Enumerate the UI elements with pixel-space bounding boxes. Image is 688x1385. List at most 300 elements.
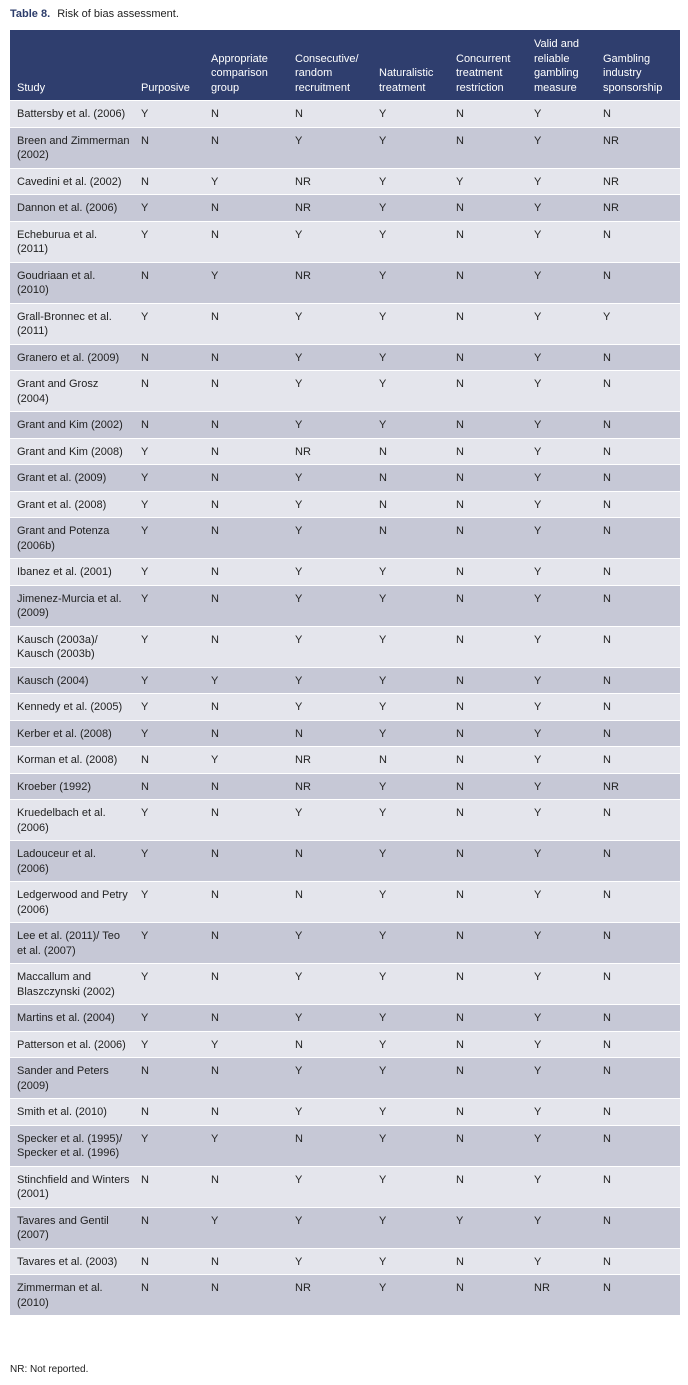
- rating-cell: Y: [527, 262, 596, 303]
- rating-cell: N: [204, 1058, 288, 1099]
- study-cell: Grant and Grosz (2004): [10, 371, 134, 412]
- study-cell: Ladouceur et al. (2006): [10, 841, 134, 882]
- rating-cell: Y: [134, 518, 204, 559]
- rating-cell: N: [449, 1031, 527, 1058]
- rating-cell: Y: [527, 1248, 596, 1275]
- rating-cell: Y: [372, 1031, 449, 1058]
- table-row: [10, 1166, 680, 1207]
- rating-cell: N: [596, 694, 680, 721]
- rating-cell: N: [204, 303, 288, 344]
- rating-cell: Y: [288, 1166, 372, 1207]
- rating-cell: N: [204, 344, 288, 371]
- rating-cell: N: [134, 262, 204, 303]
- rating-cell: Y: [134, 559, 204, 586]
- rating-cell: Y: [527, 841, 596, 882]
- rating-cell: Y: [134, 491, 204, 518]
- rating-cell: Y: [134, 667, 204, 694]
- table-row: [10, 491, 680, 518]
- table-caption-text: Risk of bias assessment.: [57, 8, 179, 20]
- table-row: [10, 773, 680, 800]
- rating-cell: N: [372, 438, 449, 465]
- rating-cell: N: [204, 694, 288, 721]
- rating-cell: Y: [372, 1005, 449, 1032]
- table-row: [10, 1125, 680, 1166]
- rating-cell: Y: [288, 694, 372, 721]
- rating-cell: N: [134, 773, 204, 800]
- rating-cell: N: [449, 882, 527, 923]
- rating-cell: N: [204, 412, 288, 439]
- rating-cell: Y: [527, 882, 596, 923]
- study-cell: Sander and Peters (2009): [10, 1058, 134, 1099]
- rating-cell: N: [134, 127, 204, 168]
- rating-cell: N: [204, 800, 288, 841]
- rating-cell: Y: [372, 882, 449, 923]
- rating-cell: N: [449, 964, 527, 1005]
- rating-cell: N: [596, 465, 680, 492]
- study-cell: Ledgerwood and Petry (2006): [10, 882, 134, 923]
- table-row: [10, 1031, 680, 1058]
- table-row: [10, 882, 680, 923]
- rating-cell: N: [449, 1275, 527, 1316]
- rating-cell: N: [204, 371, 288, 412]
- rating-cell: N: [449, 491, 527, 518]
- rating-cell: Y: [527, 585, 596, 626]
- rating-cell: Y: [204, 667, 288, 694]
- rating-cell: Y: [372, 412, 449, 439]
- rating-cell: Y: [134, 465, 204, 492]
- rating-cell: N: [449, 262, 527, 303]
- rating-cell: N: [134, 1248, 204, 1275]
- rating-cell: N: [134, 371, 204, 412]
- table-row: [10, 667, 680, 694]
- rating-cell: N: [204, 923, 288, 964]
- table-row: [10, 747, 680, 774]
- rating-cell: N: [449, 1099, 527, 1126]
- study-cell: Stinchfield and Winters (2001): [10, 1166, 134, 1207]
- study-cell: Patterson et al. (2006): [10, 1031, 134, 1058]
- study-cell: Maccallum and Blaszczynski (2002): [10, 964, 134, 1005]
- study-cell: Cavedini et al. (2002): [10, 168, 134, 195]
- rating-cell: Y: [288, 303, 372, 344]
- rating-cell: Y: [527, 1005, 596, 1032]
- rating-cell: Y: [288, 559, 372, 586]
- rating-cell: Y: [527, 1058, 596, 1099]
- rating-cell: Y: [527, 559, 596, 586]
- rating-cell: Y: [288, 1248, 372, 1275]
- rating-cell: N: [449, 626, 527, 667]
- rating-cell: Y: [288, 923, 372, 964]
- rating-cell: Y: [372, 195, 449, 222]
- rating-cell: N: [288, 1125, 372, 1166]
- rating-cell: N: [449, 720, 527, 747]
- rating-cell: NR: [288, 262, 372, 303]
- rating-cell: NR: [596, 773, 680, 800]
- table-body: [10, 101, 680, 1316]
- rating-cell: N: [134, 747, 204, 774]
- rating-cell: NR: [527, 1275, 596, 1316]
- column-header: Naturalistic treatment: [379, 67, 434, 94]
- rating-cell: NR: [288, 1275, 372, 1316]
- rating-cell: Y: [134, 882, 204, 923]
- rating-cell: N: [134, 1099, 204, 1126]
- rating-cell: Y: [527, 1207, 596, 1248]
- table-row: [10, 465, 680, 492]
- table-row: [10, 694, 680, 721]
- rating-cell: Y: [372, 1275, 449, 1316]
- rating-cell: N: [204, 1005, 288, 1032]
- study-cell: Kennedy et al. (2005): [10, 694, 134, 721]
- rating-cell: Y: [372, 1099, 449, 1126]
- table-caption: [10, 7, 179, 21]
- study-cell: Echeburua et al. (2011): [10, 221, 134, 262]
- table-row: [10, 438, 680, 465]
- study-cell: Grall-Bronnec et al. (2011): [10, 303, 134, 344]
- table-caption-label: Table 8.: [10, 8, 51, 20]
- rating-cell: Y: [372, 773, 449, 800]
- study-cell: Grant et al. (2008): [10, 491, 134, 518]
- rating-cell: N: [449, 344, 527, 371]
- rating-cell: N: [204, 841, 288, 882]
- rating-cell: Y: [527, 747, 596, 774]
- table-header: [10, 30, 680, 101]
- study-cell: Tavares and Gentil (2007): [10, 1207, 134, 1248]
- rating-cell: Y: [288, 465, 372, 492]
- rating-cell: Y: [134, 1125, 204, 1166]
- table-footnote: NR: Not reported.: [10, 1364, 89, 1375]
- rating-cell: Y: [288, 518, 372, 559]
- table-row: [10, 1275, 680, 1316]
- study-cell: Kroeber (1992): [10, 773, 134, 800]
- column-header: Purposive: [141, 81, 190, 94]
- rating-cell: Y: [372, 585, 449, 626]
- rating-cell: Y: [134, 720, 204, 747]
- rating-cell: Y: [527, 626, 596, 667]
- study-cell: Ibanez et al. (2001): [10, 559, 134, 586]
- column-header: Valid and reliable gambling measure: [534, 38, 580, 94]
- study-cell: Korman et al. (2008): [10, 747, 134, 774]
- rating-cell: N: [134, 168, 204, 195]
- rating-cell: N: [596, 344, 680, 371]
- rating-cell: Y: [288, 221, 372, 262]
- rating-cell: Y: [204, 262, 288, 303]
- study-cell: Grant and Potenza (2006b): [10, 518, 134, 559]
- rating-cell: Y: [596, 303, 680, 344]
- table-row: [10, 559, 680, 586]
- study-cell: Kausch (2004): [10, 667, 134, 694]
- rating-cell: N: [596, 1248, 680, 1275]
- rating-cell: N: [204, 773, 288, 800]
- rating-cell: N: [204, 491, 288, 518]
- rating-cell: N: [204, 518, 288, 559]
- rating-cell: Y: [288, 585, 372, 626]
- table-row: [10, 303, 680, 344]
- rating-cell: N: [596, 585, 680, 626]
- table-row: [10, 262, 680, 303]
- rating-cell: NR: [288, 747, 372, 774]
- rating-cell: N: [596, 964, 680, 1005]
- rating-cell: Y: [288, 344, 372, 371]
- rating-cell: N: [596, 1031, 680, 1058]
- rating-cell: Y: [204, 1125, 288, 1166]
- table-row: [10, 1058, 680, 1099]
- rating-cell: N: [596, 101, 680, 128]
- rating-cell: N: [288, 101, 372, 128]
- rating-cell: Y: [372, 1207, 449, 1248]
- rating-cell: Y: [134, 303, 204, 344]
- rating-cell: Y: [527, 168, 596, 195]
- rating-cell: Y: [134, 800, 204, 841]
- rating-cell: N: [204, 1275, 288, 1316]
- rating-cell: N: [204, 1166, 288, 1207]
- rating-cell: N: [449, 465, 527, 492]
- rating-cell: Y: [527, 964, 596, 1005]
- rating-cell: Y: [449, 1207, 527, 1248]
- study-cell: Granero et al. (2009): [10, 344, 134, 371]
- table-row: [10, 923, 680, 964]
- study-cell: Goudriaan et al. (2010): [10, 262, 134, 303]
- rating-cell: Y: [527, 667, 596, 694]
- rating-cell: N: [204, 720, 288, 747]
- rating-cell: Y: [134, 1031, 204, 1058]
- rating-cell: N: [596, 371, 680, 412]
- rating-cell: N: [204, 101, 288, 128]
- table-row: [10, 344, 680, 371]
- rating-cell: Y: [372, 559, 449, 586]
- rating-cell: Y: [372, 344, 449, 371]
- rating-cell: N: [596, 262, 680, 303]
- rating-cell: Y: [288, 1099, 372, 1126]
- rating-cell: Y: [527, 773, 596, 800]
- rating-cell: Y: [134, 694, 204, 721]
- rating-cell: N: [372, 491, 449, 518]
- study-cell: Smith et al. (2010): [10, 1099, 134, 1126]
- rating-cell: Y: [527, 1166, 596, 1207]
- rating-cell: Y: [288, 667, 372, 694]
- rating-cell: NR: [288, 168, 372, 195]
- rating-cell: Y: [527, 1125, 596, 1166]
- study-cell: Grant and Kim (2002): [10, 412, 134, 439]
- rating-cell: Y: [288, 371, 372, 412]
- rating-cell: Y: [134, 1005, 204, 1032]
- study-cell: Grant and Kim (2008): [10, 438, 134, 465]
- column-header: Consecutive/ random recruitment: [295, 52, 359, 94]
- rating-cell: Y: [204, 168, 288, 195]
- rating-cell: N: [134, 1058, 204, 1099]
- study-cell: Grant et al. (2009): [10, 465, 134, 492]
- rating-cell: Y: [527, 923, 596, 964]
- rating-cell: Y: [372, 720, 449, 747]
- rating-cell: N: [372, 465, 449, 492]
- rating-cell: Y: [527, 195, 596, 222]
- rating-cell: Y: [134, 841, 204, 882]
- table-row: [10, 127, 680, 168]
- rating-cell: Y: [288, 1058, 372, 1099]
- rating-cell: N: [204, 626, 288, 667]
- rating-cell: N: [204, 585, 288, 626]
- rating-cell: Y: [134, 585, 204, 626]
- table-row: [10, 800, 680, 841]
- rating-cell: Y: [527, 1031, 596, 1058]
- rating-cell: Y: [372, 800, 449, 841]
- rating-cell: Y: [372, 1058, 449, 1099]
- table-row: [10, 1207, 680, 1248]
- rating-cell: N: [288, 1031, 372, 1058]
- rating-cell: Y: [134, 101, 204, 128]
- rating-cell: N: [449, 371, 527, 412]
- rating-cell: Y: [372, 168, 449, 195]
- rating-cell: N: [596, 1058, 680, 1099]
- rating-cell: N: [449, 1005, 527, 1032]
- study-cell: Jimenez-Murcia et al. (2009): [10, 585, 134, 626]
- rating-cell: Y: [527, 465, 596, 492]
- rating-cell: N: [596, 1005, 680, 1032]
- rating-cell: Y: [134, 221, 204, 262]
- rating-cell: N: [134, 412, 204, 439]
- rating-cell: N: [204, 127, 288, 168]
- rating-cell: N: [596, 800, 680, 841]
- rating-cell: Y: [372, 1125, 449, 1166]
- rating-cell: Y: [288, 964, 372, 1005]
- study-cell: Tavares et al. (2003): [10, 1248, 134, 1275]
- column-header: Concurrent treatment restriction: [456, 52, 511, 94]
- table-row: [10, 1099, 680, 1126]
- study-cell: Battersby et al. (2006): [10, 101, 134, 128]
- rating-cell: Y: [372, 127, 449, 168]
- rating-cell: N: [204, 964, 288, 1005]
- rating-cell: Y: [527, 491, 596, 518]
- rating-cell: Y: [134, 195, 204, 222]
- rating-cell: Y: [527, 303, 596, 344]
- rating-cell: Y: [204, 1207, 288, 1248]
- rating-cell: Y: [527, 1099, 596, 1126]
- rating-cell: N: [449, 585, 527, 626]
- rating-cell: N: [372, 518, 449, 559]
- rating-cell: N: [596, 518, 680, 559]
- rating-cell: Y: [372, 1166, 449, 1207]
- rating-cell: N: [449, 559, 527, 586]
- rating-cell: Y: [288, 491, 372, 518]
- rating-cell: N: [449, 773, 527, 800]
- rating-cell: Y: [288, 412, 372, 439]
- rating-cell: Y: [288, 626, 372, 667]
- rating-cell: N: [449, 923, 527, 964]
- rating-cell: N: [204, 465, 288, 492]
- rating-cell: N: [134, 1166, 204, 1207]
- study-cell: Zimmerman et al. (2010): [10, 1275, 134, 1316]
- rating-cell: Y: [134, 923, 204, 964]
- rating-cell: N: [596, 923, 680, 964]
- table-row: [10, 412, 680, 439]
- study-cell: Kausch (2003a)/ Kausch (2003b): [10, 626, 134, 667]
- rating-cell: Y: [288, 1207, 372, 1248]
- rating-cell: N: [372, 747, 449, 774]
- rating-cell: N: [449, 518, 527, 559]
- table-row: [10, 221, 680, 262]
- rating-cell: N: [596, 1125, 680, 1166]
- study-cell: Martins et al. (2004): [10, 1005, 134, 1032]
- rating-cell: NR: [596, 127, 680, 168]
- rating-cell: N: [288, 841, 372, 882]
- rating-cell: Y: [527, 371, 596, 412]
- rating-cell: Y: [372, 964, 449, 1005]
- rating-cell: N: [596, 882, 680, 923]
- rating-cell: N: [449, 667, 527, 694]
- rating-cell: Y: [372, 371, 449, 412]
- rating-cell: N: [449, 841, 527, 882]
- rating-cell: N: [596, 667, 680, 694]
- column-header: Study: [17, 81, 46, 94]
- study-cell: Specker et al. (1995)/ Specker et al. (1996): [10, 1125, 134, 1166]
- rating-cell: Y: [527, 438, 596, 465]
- table-row: [10, 518, 680, 559]
- rating-cell: N: [596, 626, 680, 667]
- rating-cell: Y: [527, 127, 596, 168]
- rating-cell: N: [596, 438, 680, 465]
- rating-cell: Y: [527, 412, 596, 439]
- rating-cell: N: [449, 1166, 527, 1207]
- rating-cell: N: [449, 438, 527, 465]
- rating-cell: Y: [372, 221, 449, 262]
- rating-cell: N: [134, 344, 204, 371]
- rating-cell: N: [288, 720, 372, 747]
- rating-cell: N: [288, 882, 372, 923]
- rating-cell: N: [204, 882, 288, 923]
- rating-cell: Y: [527, 694, 596, 721]
- rating-cell: NR: [596, 168, 680, 195]
- rating-cell: N: [449, 101, 527, 128]
- rating-cell: N: [449, 694, 527, 721]
- risk-of-bias-table: [10, 30, 680, 1315]
- rating-cell: Y: [134, 964, 204, 1005]
- rating-cell: Y: [372, 262, 449, 303]
- column-header: Appropriate comparison group: [211, 52, 268, 94]
- rating-cell: N: [449, 1248, 527, 1275]
- rating-cell: N: [449, 1058, 527, 1099]
- rating-cell: N: [596, 221, 680, 262]
- rating-cell: Y: [527, 800, 596, 841]
- rating-cell: N: [596, 720, 680, 747]
- rating-cell: N: [449, 195, 527, 222]
- rating-cell: Y: [372, 1248, 449, 1275]
- study-cell: Dannon et al. (2006): [10, 195, 134, 222]
- rating-cell: Y: [527, 518, 596, 559]
- rating-cell: N: [449, 127, 527, 168]
- rating-cell: N: [596, 1275, 680, 1316]
- rating-cell: N: [596, 747, 680, 774]
- rating-cell: N: [596, 841, 680, 882]
- rating-cell: N: [449, 800, 527, 841]
- rating-cell: Y: [372, 923, 449, 964]
- rating-cell: Y: [288, 127, 372, 168]
- table-row: [10, 371, 680, 412]
- rating-cell: Y: [288, 800, 372, 841]
- rating-cell: Y: [527, 344, 596, 371]
- study-cell: Kerber et al. (2008): [10, 720, 134, 747]
- rating-cell: N: [204, 1248, 288, 1275]
- rating-cell: Y: [527, 720, 596, 747]
- table-row: [10, 1005, 680, 1032]
- rating-cell: N: [449, 747, 527, 774]
- rating-cell: NR: [288, 195, 372, 222]
- rating-cell: N: [134, 1207, 204, 1248]
- rating-cell: Y: [134, 626, 204, 667]
- rating-cell: N: [204, 221, 288, 262]
- study-cell: Lee et al. (2011)/ Teo et al. (2007): [10, 923, 134, 964]
- table-row: [10, 195, 680, 222]
- rating-cell: Y: [527, 221, 596, 262]
- rating-cell: N: [596, 1099, 680, 1126]
- rating-cell: Y: [372, 694, 449, 721]
